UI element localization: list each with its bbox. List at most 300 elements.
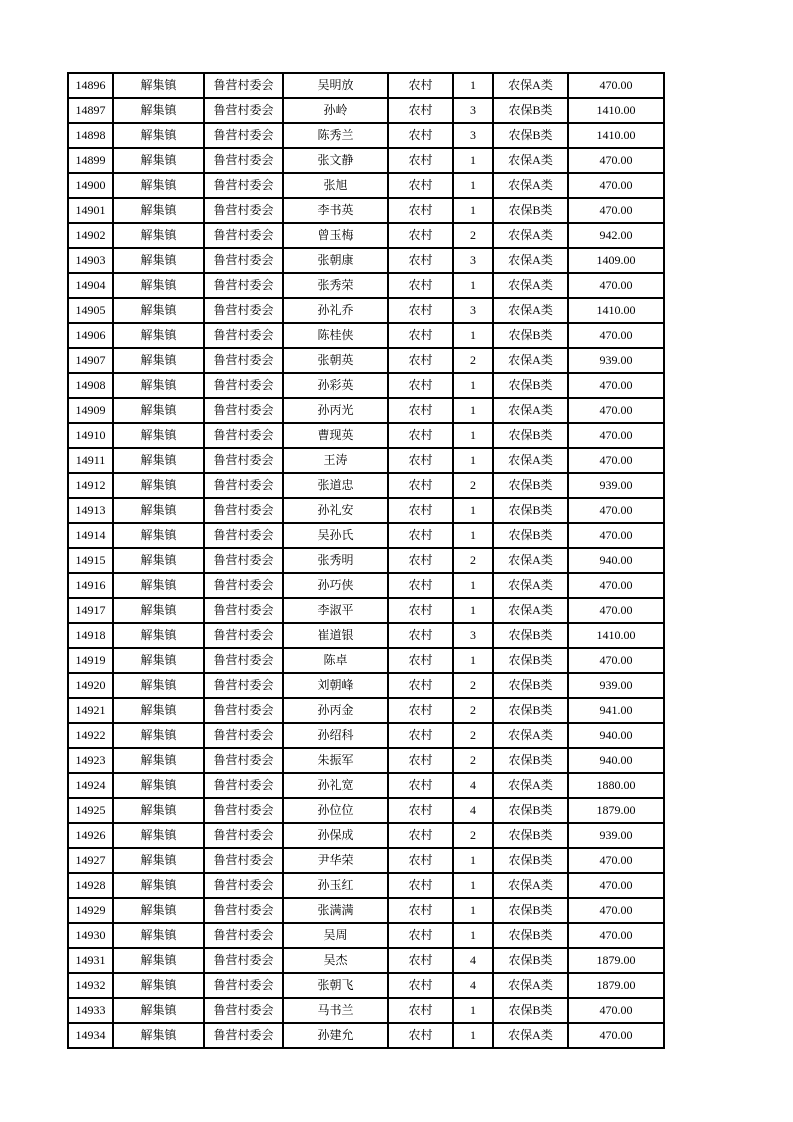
cell-residence_type: 农村 <box>388 823 453 848</box>
cell-insurance_category: 农保B类 <box>493 748 568 773</box>
cell-record_id: 14921 <box>68 698 113 723</box>
cell-insurance_category: 农保B类 <box>493 698 568 723</box>
cell-person_name: 吴明放 <box>283 73 388 98</box>
table-row <box>68 448 664 473</box>
cell-residence_type: 农村 <box>388 123 453 148</box>
cell-town: 解集镇 <box>113 248 204 273</box>
cell-residence_type: 农村 <box>388 673 453 698</box>
cell-amount: 470.00 <box>568 273 664 298</box>
cell-record_id: 14912 <box>68 473 113 498</box>
pension-records-table <box>67 72 665 1049</box>
cell-person_name: 张秀明 <box>283 548 388 573</box>
cell-amount: 940.00 <box>568 723 664 748</box>
cell-person_count: 1 <box>453 1023 493 1048</box>
cell-village: 鲁营村委会 <box>204 123 283 148</box>
cell-person_name: 陈卓 <box>283 648 388 673</box>
table-row <box>68 548 664 573</box>
cell-town: 解集镇 <box>113 723 204 748</box>
cell-record_id: 14900 <box>68 173 113 198</box>
cell-insurance_category: 农保B类 <box>493 673 568 698</box>
cell-record_id: 14908 <box>68 373 113 398</box>
cell-record_id: 14901 <box>68 198 113 223</box>
cell-record_id: 14910 <box>68 423 113 448</box>
cell-person_count: 1 <box>453 398 493 423</box>
cell-town: 解集镇 <box>113 648 204 673</box>
cell-amount: 1410.00 <box>568 298 664 323</box>
table-row <box>68 823 664 848</box>
cell-person_name: 陈秀兰 <box>283 123 388 148</box>
cell-person_name: 张朝康 <box>283 248 388 273</box>
cell-residence_type: 农村 <box>388 248 453 273</box>
table-row <box>68 848 664 873</box>
cell-record_id: 14922 <box>68 723 113 748</box>
cell-town: 解集镇 <box>113 473 204 498</box>
cell-village: 鲁营村委会 <box>204 448 283 473</box>
cell-person_name: 尹华荣 <box>283 848 388 873</box>
cell-record_id: 14934 <box>68 1023 113 1048</box>
cell-village: 鲁营村委会 <box>204 248 283 273</box>
cell-insurance_category: 农保A类 <box>493 973 568 998</box>
cell-person_count: 1 <box>453 198 493 223</box>
cell-person_name: 孙绍科 <box>283 723 388 748</box>
cell-residence_type: 农村 <box>388 973 453 998</box>
cell-insurance_category: 农保A类 <box>493 723 568 748</box>
cell-residence_type: 农村 <box>388 548 453 573</box>
cell-village: 鲁营村委会 <box>204 373 283 398</box>
cell-person_name: 王涛 <box>283 448 388 473</box>
cell-village: 鲁营村委会 <box>204 998 283 1023</box>
cell-town: 解集镇 <box>113 823 204 848</box>
cell-insurance_category: 农保B类 <box>493 848 568 873</box>
cell-town: 解集镇 <box>113 623 204 648</box>
cell-amount: 1880.00 <box>568 773 664 798</box>
cell-person_count: 2 <box>453 723 493 748</box>
cell-amount: 470.00 <box>568 173 664 198</box>
cell-residence_type: 农村 <box>388 173 453 198</box>
cell-record_id: 14904 <box>68 273 113 298</box>
cell-person_name: 吴周 <box>283 923 388 948</box>
cell-town: 解集镇 <box>113 973 204 998</box>
cell-person_name: 孙巧侠 <box>283 573 388 598</box>
cell-amount: 470.00 <box>568 848 664 873</box>
cell-insurance_category: 农保A类 <box>493 273 568 298</box>
cell-town: 解集镇 <box>113 948 204 973</box>
cell-village: 鲁营村委会 <box>204 698 283 723</box>
cell-person_count: 2 <box>453 748 493 773</box>
cell-village: 鲁营村委会 <box>204 498 283 523</box>
cell-amount: 470.00 <box>568 523 664 548</box>
cell-insurance_category: 农保A类 <box>493 298 568 323</box>
cell-amount: 470.00 <box>568 998 664 1023</box>
table-row <box>68 473 664 498</box>
cell-person_name: 张道忠 <box>283 473 388 498</box>
cell-residence_type: 农村 <box>388 623 453 648</box>
cell-person_count: 1 <box>453 598 493 623</box>
cell-town: 解集镇 <box>113 698 204 723</box>
cell-insurance_category: 农保A类 <box>493 448 568 473</box>
cell-village: 鲁营村委会 <box>204 623 283 648</box>
cell-amount: 470.00 <box>568 373 664 398</box>
cell-record_id: 14897 <box>68 98 113 123</box>
cell-person_count: 1 <box>453 873 493 898</box>
cell-person_name: 孙建允 <box>283 1023 388 1048</box>
cell-town: 解集镇 <box>113 998 204 1023</box>
table-row <box>68 98 664 123</box>
cell-record_id: 14915 <box>68 548 113 573</box>
table-row <box>68 1023 664 1048</box>
cell-residence_type: 农村 <box>388 1023 453 1048</box>
cell-insurance_category: 农保B类 <box>493 623 568 648</box>
cell-person_name: 吴杰 <box>283 948 388 973</box>
cell-person_count: 1 <box>453 923 493 948</box>
cell-insurance_category: 农保A类 <box>493 548 568 573</box>
cell-person_count: 4 <box>453 773 493 798</box>
cell-town: 解集镇 <box>113 223 204 248</box>
cell-person_name: 张秀荣 <box>283 273 388 298</box>
cell-village: 鲁营村委会 <box>204 973 283 998</box>
cell-record_id: 14928 <box>68 873 113 898</box>
table-row <box>68 998 664 1023</box>
cell-residence_type: 农村 <box>388 373 453 398</box>
cell-village: 鲁营村委会 <box>204 648 283 673</box>
table-row <box>68 398 664 423</box>
cell-person_count: 1 <box>453 523 493 548</box>
cell-person_name: 孙玉红 <box>283 873 388 898</box>
cell-record_id: 14918 <box>68 623 113 648</box>
cell-village: 鲁营村委会 <box>204 348 283 373</box>
cell-residence_type: 农村 <box>388 498 453 523</box>
cell-amount: 470.00 <box>568 873 664 898</box>
cell-person_name: 张朝英 <box>283 348 388 373</box>
cell-town: 解集镇 <box>113 923 204 948</box>
cell-residence_type: 农村 <box>388 298 453 323</box>
table-row <box>68 948 664 973</box>
cell-village: 鲁营村委会 <box>204 423 283 448</box>
cell-residence_type: 农村 <box>388 773 453 798</box>
cell-person_name: 孙丙光 <box>283 398 388 423</box>
table-row <box>68 273 664 298</box>
cell-person_count: 3 <box>453 248 493 273</box>
cell-village: 鲁营村委会 <box>204 298 283 323</box>
cell-insurance_category: 农保B类 <box>493 648 568 673</box>
cell-residence_type: 农村 <box>388 523 453 548</box>
cell-residence_type: 农村 <box>388 898 453 923</box>
table-row <box>68 648 664 673</box>
cell-person_name: 曾玉梅 <box>283 223 388 248</box>
cell-amount: 942.00 <box>568 223 664 248</box>
cell-person_count: 1 <box>453 373 493 398</box>
cell-person_count: 1 <box>453 848 493 873</box>
cell-insurance_category: 农保B类 <box>493 423 568 448</box>
cell-person_name: 孙礼乔 <box>283 298 388 323</box>
cell-record_id: 14899 <box>68 148 113 173</box>
cell-residence_type: 农村 <box>388 98 453 123</box>
cell-person_count: 1 <box>453 648 493 673</box>
cell-amount: 1879.00 <box>568 948 664 973</box>
table-row <box>68 598 664 623</box>
cell-residence_type: 农村 <box>388 598 453 623</box>
cell-amount: 470.00 <box>568 398 664 423</box>
cell-person_name: 孙彩英 <box>283 373 388 398</box>
cell-residence_type: 农村 <box>388 848 453 873</box>
cell-amount: 939.00 <box>568 823 664 848</box>
cell-town: 解集镇 <box>113 898 204 923</box>
cell-record_id: 14902 <box>68 223 113 248</box>
cell-village: 鲁营村委会 <box>204 398 283 423</box>
cell-village: 鲁营村委会 <box>204 898 283 923</box>
cell-village: 鲁营村委会 <box>204 798 283 823</box>
cell-village: 鲁营村委会 <box>204 148 283 173</box>
cell-insurance_category: 农保A类 <box>493 173 568 198</box>
table-row <box>68 698 664 723</box>
cell-village: 鲁营村委会 <box>204 323 283 348</box>
cell-person_name: 张满满 <box>283 898 388 923</box>
cell-person_name: 陈桂侠 <box>283 323 388 348</box>
cell-amount: 470.00 <box>568 1023 664 1048</box>
cell-village: 鲁营村委会 <box>204 873 283 898</box>
cell-town: 解集镇 <box>113 798 204 823</box>
cell-person_count: 1 <box>453 498 493 523</box>
cell-residence_type: 农村 <box>388 323 453 348</box>
cell-village: 鲁营村委会 <box>204 723 283 748</box>
cell-town: 解集镇 <box>113 1023 204 1048</box>
cell-record_id: 14929 <box>68 898 113 923</box>
cell-record_id: 14905 <box>68 298 113 323</box>
cell-person_count: 1 <box>453 273 493 298</box>
cell-town: 解集镇 <box>113 348 204 373</box>
cell-person_count: 4 <box>453 798 493 823</box>
cell-record_id: 14917 <box>68 598 113 623</box>
cell-insurance_category: 农保B类 <box>493 123 568 148</box>
cell-residence_type: 农村 <box>388 798 453 823</box>
cell-village: 鲁营村委会 <box>204 948 283 973</box>
cell-amount: 470.00 <box>568 323 664 348</box>
table-row <box>68 223 664 248</box>
cell-insurance_category: 农保A类 <box>493 73 568 98</box>
cell-village: 鲁营村委会 <box>204 848 283 873</box>
cell-person_count: 1 <box>453 73 493 98</box>
cell-person_name: 朱振军 <box>283 748 388 773</box>
cell-insurance_category: 农保B类 <box>493 798 568 823</box>
table-row <box>68 73 664 98</box>
cell-village: 鲁营村委会 <box>204 173 283 198</box>
table-row <box>68 773 664 798</box>
cell-record_id: 14911 <box>68 448 113 473</box>
cell-record_id: 14920 <box>68 673 113 698</box>
table-row <box>68 923 664 948</box>
cell-insurance_category: 农保B类 <box>493 898 568 923</box>
cell-residence_type: 农村 <box>388 223 453 248</box>
cell-person_count: 1 <box>453 148 493 173</box>
cell-village: 鲁营村委会 <box>204 598 283 623</box>
table-row <box>68 623 664 648</box>
cell-insurance_category: 农保B类 <box>493 948 568 973</box>
cell-insurance_category: 农保A类 <box>493 598 568 623</box>
cell-person_count: 3 <box>453 123 493 148</box>
cell-record_id: 14896 <box>68 73 113 98</box>
cell-town: 解集镇 <box>113 73 204 98</box>
cell-person_name: 孙保成 <box>283 823 388 848</box>
cell-amount: 470.00 <box>568 73 664 98</box>
cell-village: 鲁营村委会 <box>204 548 283 573</box>
cell-person_count: 4 <box>453 948 493 973</box>
cell-person_count: 2 <box>453 698 493 723</box>
cell-person_count: 3 <box>453 298 493 323</box>
table-row <box>68 323 664 348</box>
cell-village: 鲁营村委会 <box>204 923 283 948</box>
cell-person_name: 孙岭 <box>283 98 388 123</box>
cell-record_id: 14898 <box>68 123 113 148</box>
cell-amount: 470.00 <box>568 898 664 923</box>
table-row <box>68 173 664 198</box>
cell-amount: 470.00 <box>568 198 664 223</box>
cell-residence_type: 农村 <box>388 948 453 973</box>
cell-amount: 940.00 <box>568 548 664 573</box>
cell-person_name: 孙位位 <box>283 798 388 823</box>
cell-record_id: 14913 <box>68 498 113 523</box>
cell-person_name: 张朝飞 <box>283 973 388 998</box>
cell-person_name: 崔道银 <box>283 623 388 648</box>
cell-person_count: 1 <box>453 423 493 448</box>
cell-person_count: 3 <box>453 98 493 123</box>
cell-village: 鲁营村委会 <box>204 573 283 598</box>
cell-amount: 470.00 <box>568 923 664 948</box>
cell-insurance_category: 农保B类 <box>493 923 568 948</box>
cell-amount: 939.00 <box>568 673 664 698</box>
table-row <box>68 898 664 923</box>
cell-residence_type: 农村 <box>388 273 453 298</box>
cell-person_name: 李书英 <box>283 198 388 223</box>
table-row <box>68 873 664 898</box>
cell-person_name: 孙礼宽 <box>283 773 388 798</box>
cell-amount: 940.00 <box>568 748 664 773</box>
cell-residence_type: 农村 <box>388 873 453 898</box>
cell-person_count: 2 <box>453 473 493 498</box>
cell-village: 鲁营村委会 <box>204 273 283 298</box>
cell-village: 鲁营村委会 <box>204 473 283 498</box>
cell-insurance_category: 农保B类 <box>493 98 568 123</box>
cell-person_count: 1 <box>453 573 493 598</box>
cell-amount: 1879.00 <box>568 798 664 823</box>
cell-residence_type: 农村 <box>388 698 453 723</box>
cell-insurance_category: 农保B类 <box>493 373 568 398</box>
table-body <box>68 73 664 1048</box>
cell-insurance_category: 农保A类 <box>493 1023 568 1048</box>
table-row <box>68 423 664 448</box>
cell-person_count: 4 <box>453 973 493 998</box>
cell-record_id: 14914 <box>68 523 113 548</box>
cell-town: 解集镇 <box>113 148 204 173</box>
table-row <box>68 523 664 548</box>
cell-amount: 1410.00 <box>568 623 664 648</box>
cell-residence_type: 农村 <box>388 923 453 948</box>
cell-insurance_category: 农保A类 <box>493 398 568 423</box>
cell-amount: 470.00 <box>568 573 664 598</box>
table-row <box>68 723 664 748</box>
cell-town: 解集镇 <box>113 373 204 398</box>
cell-insurance_category: 农保B类 <box>493 498 568 523</box>
cell-insurance_category: 农保A类 <box>493 148 568 173</box>
cell-person_name: 张旭 <box>283 173 388 198</box>
cell-person_count: 2 <box>453 223 493 248</box>
cell-amount: 470.00 <box>568 448 664 473</box>
cell-person_name: 曹现英 <box>283 423 388 448</box>
cell-residence_type: 农村 <box>388 473 453 498</box>
cell-amount: 1410.00 <box>568 123 664 148</box>
cell-village: 鲁营村委会 <box>204 223 283 248</box>
cell-person_count: 2 <box>453 348 493 373</box>
cell-village: 鲁营村委会 <box>204 823 283 848</box>
cell-amount: 1410.00 <box>568 98 664 123</box>
cell-insurance_category: 农保A类 <box>493 223 568 248</box>
cell-town: 解集镇 <box>113 273 204 298</box>
cell-amount: 939.00 <box>568 348 664 373</box>
table-row <box>68 298 664 323</box>
cell-record_id: 14932 <box>68 973 113 998</box>
cell-record_id: 14916 <box>68 573 113 598</box>
cell-amount: 470.00 <box>568 423 664 448</box>
cell-insurance_category: 农保A类 <box>493 873 568 898</box>
cell-record_id: 14930 <box>68 923 113 948</box>
cell-record_id: 14906 <box>68 323 113 348</box>
cell-amount: 470.00 <box>568 498 664 523</box>
table-row <box>68 798 664 823</box>
cell-person_count: 1 <box>453 998 493 1023</box>
cell-insurance_category: 农保A类 <box>493 348 568 373</box>
cell-amount: 1409.00 <box>568 248 664 273</box>
cell-village: 鲁营村委会 <box>204 1023 283 1048</box>
cell-amount: 941.00 <box>568 698 664 723</box>
cell-amount: 1879.00 <box>568 973 664 998</box>
table-row <box>68 198 664 223</box>
cell-village: 鲁营村委会 <box>204 673 283 698</box>
cell-record_id: 14924 <box>68 773 113 798</box>
cell-village: 鲁营村委会 <box>204 523 283 548</box>
table-row <box>68 248 664 273</box>
cell-town: 解集镇 <box>113 598 204 623</box>
cell-town: 解集镇 <box>113 423 204 448</box>
cell-person_count: 1 <box>453 898 493 923</box>
table-row <box>68 573 664 598</box>
cell-residence_type: 农村 <box>388 998 453 1023</box>
cell-amount: 470.00 <box>568 148 664 173</box>
cell-person_count: 3 <box>453 623 493 648</box>
cell-record_id: 14926 <box>68 823 113 848</box>
cell-town: 解集镇 <box>113 498 204 523</box>
cell-town: 解集镇 <box>113 773 204 798</box>
cell-town: 解集镇 <box>113 123 204 148</box>
cell-town: 解集镇 <box>113 173 204 198</box>
table-row <box>68 348 664 373</box>
cell-record_id: 14925 <box>68 798 113 823</box>
cell-insurance_category: 农保B类 <box>493 323 568 348</box>
cell-record_id: 14909 <box>68 398 113 423</box>
cell-record_id: 14927 <box>68 848 113 873</box>
cell-person_name: 张文静 <box>283 148 388 173</box>
cell-residence_type: 农村 <box>388 348 453 373</box>
cell-insurance_category: 农保B类 <box>493 198 568 223</box>
cell-person_count: 2 <box>453 548 493 573</box>
cell-village: 鲁营村委会 <box>204 198 283 223</box>
table-row <box>68 973 664 998</box>
cell-town: 解集镇 <box>113 848 204 873</box>
cell-record_id: 14933 <box>68 998 113 1023</box>
cell-insurance_category: 农保B类 <box>493 523 568 548</box>
cell-village: 鲁营村委会 <box>204 773 283 798</box>
cell-village: 鲁营村委会 <box>204 748 283 773</box>
cell-town: 解集镇 <box>113 573 204 598</box>
cell-person_name: 吴孙氏 <box>283 523 388 548</box>
